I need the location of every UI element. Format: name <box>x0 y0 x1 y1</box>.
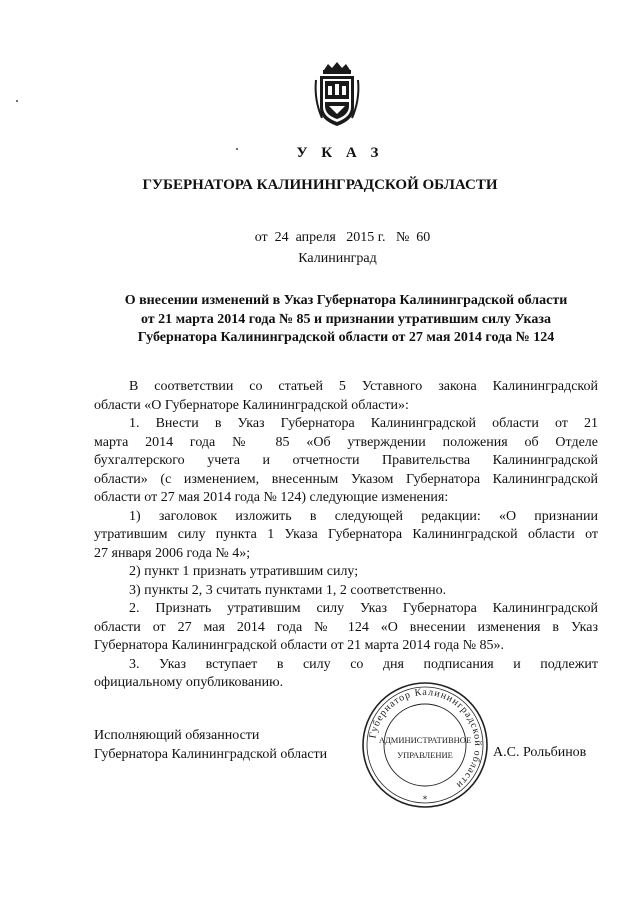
signatory-position-line: Исполняющий обязанности <box>94 728 260 743</box>
stamp-center-line: УПРАВЛЕНИЕ <box>397 750 453 760</box>
body-line: 1. Внести в Указ Губернатора Калининградской области от 21 <box>129 416 598 431</box>
body-line: области «О Губернаторе Калининградской области»: <box>94 397 409 413</box>
scan-dot <box>16 100 18 102</box>
document-body <box>94 378 598 693</box>
stamp-ring-text: Губернатор Калининградской области <box>367 686 484 791</box>
official-stamp <box>360 680 490 810</box>
signatory-position <box>94 727 327 764</box>
heading-line: от 21 марта 2014 года № 85 и признании утратившим силу Указа <box>140 311 552 327</box>
document-type-title: У К А З <box>296 145 384 161</box>
body-line: 2. Признать утратившим силу Указ Губернатора Калининградской <box>129 601 598 616</box>
issuer-title: ГУБЕРНАТОРА КАЛИНИНГРАДСКОЙ ОБЛАСТИ <box>142 177 498 193</box>
body-line: официальному опубликованию. <box>94 675 284 690</box>
body-line: В соответствии со статьей 5 Уставного закона Калининградской <box>129 379 598 394</box>
signatory-name: А.С. Рольбинов <box>493 745 587 760</box>
body-line: 2) пункт 1 признать утратившим силу; <box>129 564 359 579</box>
heading-line: О внесении изменений в Указ Губернатора Калининградской области <box>124 293 568 308</box>
signatory-position-line: Губернатора Калининградской области <box>94 746 328 762</box>
body-line: марта 2014 года № 85 «Об утверждении положения об Отделе <box>94 434 598 450</box>
stamp-star: * <box>422 795 428 805</box>
body-line: области от 27 мая 2014 года № 124 «О внесении изменения в Указ <box>94 619 598 635</box>
document-heading <box>96 292 596 348</box>
body-line: 3) пункты 2, 3 считать пунктами 1, 2 соответственно. <box>129 582 447 598</box>
body-line: 27 января 2006 года № 4»; <box>94 545 251 561</box>
date-number-line: от 24 апреля 2015 г. № 60 <box>254 230 431 245</box>
city-line: Калининград <box>298 251 377 266</box>
heading-line: Губернатора Калининградской области от 27 мая 2014 года № 124 <box>137 330 555 345</box>
body-line: Губернатора Калининградской области от 21 марта 2014 года № 85». <box>94 638 505 653</box>
body-line: бухгалтерского учета и отчетности Правительства Калининградской <box>94 453 598 468</box>
body-line: утратившим силу пункта 1 Указа Губернатора Калининградской области от <box>94 527 598 542</box>
body-line: 3. Указ вступает в силу со дня подписания и подлежит <box>129 656 598 672</box>
stamp-center-line: АДМИНИСТРАТИВНОЕ <box>378 735 472 745</box>
body-line: 1) заголовок изложить в следующей редакции: «О признании <box>129 508 598 524</box>
body-line: области от 27 мая 2014 года № 124) следующие изменения: <box>94 490 449 505</box>
coat-of-arms-emblem <box>312 60 362 130</box>
body-line: области» (с изменением, внесенным Указом Губернатора Калининградской <box>94 471 598 487</box>
